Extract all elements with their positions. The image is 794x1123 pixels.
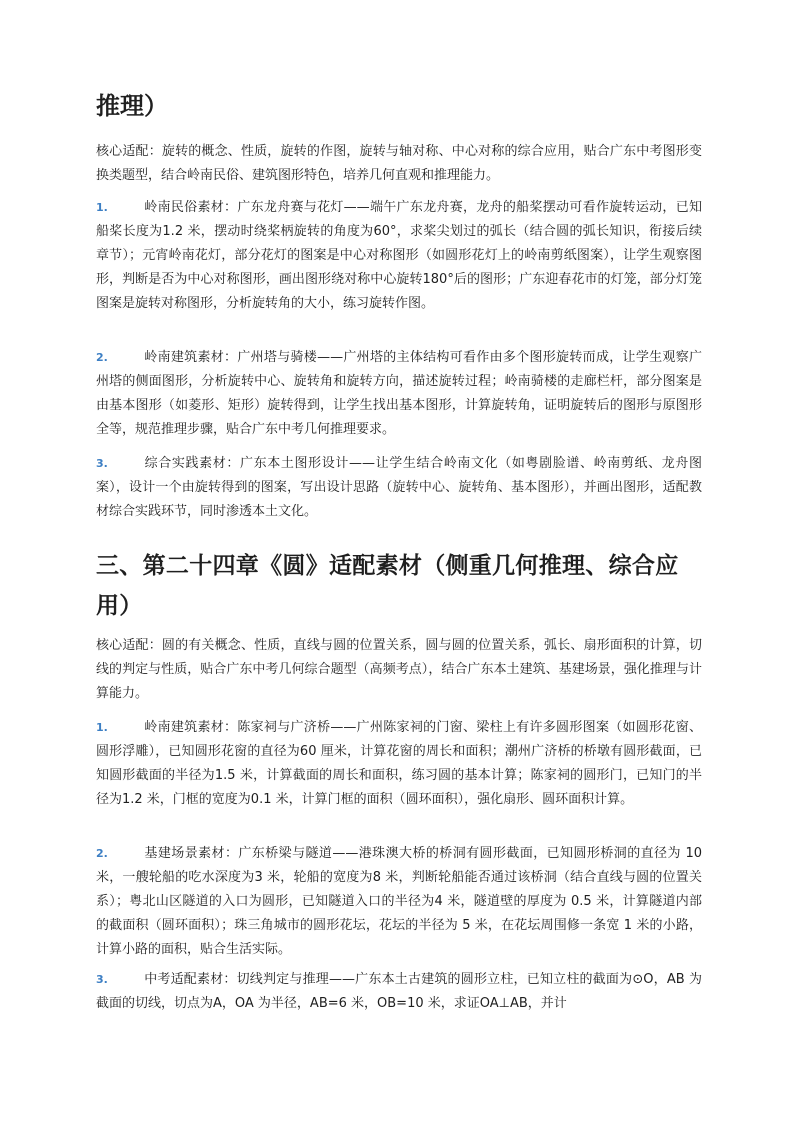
list-item xyxy=(96,452,702,524)
list-item xyxy=(96,842,702,962)
list-item-text: 基建场景素材：广东桥梁与隧道——港珠澳大桥的桥洞有圆形截面，已知圆形桥洞的直径为 10 米，一艘轮船的吃水深度为3 米，轮船的宽度为8 米，判断轮船能否通过该桥洞（结合直线与圆的位置关系）；粤北山区隧道的入口为圆形，已知隧道入口的半径为4 米，隧道壁的厚度为 0.5 米，计算隧道内部的截面积（圆环面积）；珠三角城市的圆形花坛，花坛的半径为 5 米，在花坛周围修一条宽 1 米的小路，计算小路的面积，贴合生活实际。 xyxy=(96,846,702,957)
section-heading-continued: 推理） xyxy=(96,92,168,120)
list-item xyxy=(96,196,702,316)
section-intro: 核心适配：旋转的概念、性质，旋转的作图，旋转与轴对称、中心对称的综合应用，贴合广东中考图形变换类题型，结合岭南民俗、建筑图形特色，培养几何直观和推理能力。 xyxy=(96,144,702,183)
list-item xyxy=(96,716,702,812)
list-item xyxy=(96,968,702,1016)
section-intro: 核心适配：圆的有关概念、性质，直线与圆的位置关系，圆与圆的位置关系，弧长、扇形面积的计算，切线的判定与性质，贴合广东中考几何综合题型（高频考点），结合广东本土建筑、基建场景，强化推理与计算能力。 xyxy=(96,638,702,701)
section-heading: 三、第二十四章《圆》适配素材（侧重几何推理、综合应用） xyxy=(96,553,679,619)
list-number: 2. xyxy=(96,351,108,364)
list-item xyxy=(96,346,702,442)
list-item-text: 综合实践素材：广东本土图形设计——让学生结合岭南文化（如粤剧脸谱、岭南剪纸、龙舟图案），设计一个由旋转得到的图案，写出设计思路（旋转中心、旋转角、基本图形），并画出图形，适配教材综合实践环节，同时渗透本土文化。 xyxy=(96,456,702,519)
list-number: 1. xyxy=(96,201,108,214)
list-number: 1. xyxy=(96,721,108,734)
list-number: 3. xyxy=(96,457,108,470)
list-number: 2. xyxy=(96,847,108,860)
list-item-text: 岭南建筑素材：陈家祠与广济桥——广州陈家祠的门窗、梁柱上有许多圆形图案（如圆形花窗、圆形浮雕），已知圆形花窗的直径为60 厘米，计算花窗的周长和面积；潮州广济桥的桥墩有圆形截面，已知圆形截面的半径为1.5 米，计算截面的周长和面积，练习圆的基本计算；陈家祠的圆形门，已知门的半径为1.2 米，门框的宽度为0.1 米，计算门框的面积（圆环面积），强化扇形、圆环面积计算。 xyxy=(96,720,702,807)
list-number: 3. xyxy=(96,973,108,986)
list-item-text: 中考适配素材：切线判定与推理——广东本土古建筑的圆形立柱，已知立柱的截面为⊙O，AB 为截面的切线，切点为A，OA 为半径，AB=6 米，OB=10 米，求证OA⊥AB，并计 xyxy=(96,972,702,1011)
list-item-text: 岭南建筑素材：广州塔与骑楼——广州塔的主体结构可看作由多个图形旋转而成，让学生观察广州塔的侧面图形，分析旋转中心、旋转角和旋转方向，描述旋转过程；岭南骑楼的走廊栏杆，部分图案是由基本图形（如菱形、矩形）旋转得到，让学生找出基本图形，计算旋转角，证明旋转后的图形与原图形全等，规范推理步骤，贴合广东中考几何推理要求。 xyxy=(96,350,702,437)
list-item-text: 岭南民俗素材：广东龙舟赛与花灯——端午广东龙舟赛，龙舟的船桨摆动可看作旋转运动，已知船桨长度为1.2 米，摆动时绕桨柄旋转的角度为60°，求桨尖划过的弧长（结合圆的弧长知识，衔接后续章节）；元宵岭南花灯，部分花灯的图案是中心对称图形（如圆形花灯上的岭南剪纸图案），让学生观察图形，判断是否为中心对称图形，画出图形绕对称中心旋转180°后的图形；广东迎春花市的灯笼，部分灯笼图案是旋转对称图形，分析旋转角的大小，练习旋转作图。 xyxy=(96,200,702,311)
